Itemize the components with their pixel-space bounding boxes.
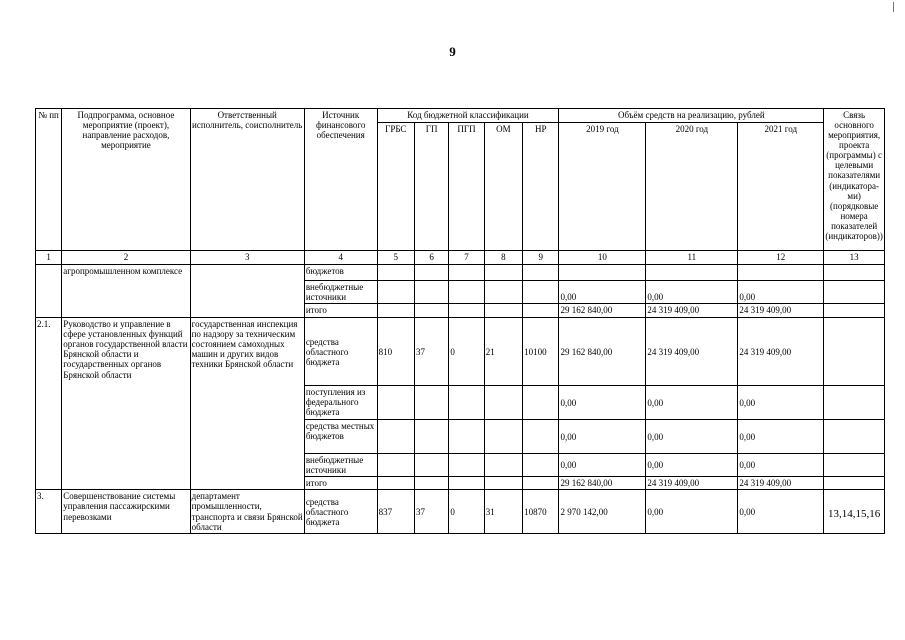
gp-cell: 37 (414, 490, 448, 534)
grbs-cell: 810 (377, 318, 414, 386)
amount-2019: 29 162 840,00 (559, 304, 646, 318)
page-number: 9 (449, 44, 456, 59)
table-row (36, 265, 885, 281)
source-cell: итого (304, 477, 377, 490)
column-number: 5 (377, 251, 414, 265)
amount-2020: 24 319 409,00 (646, 477, 738, 490)
amount-2021: 24 319 409,00 (738, 477, 824, 490)
column-number: 6 (414, 251, 448, 265)
source-cell: средства местных бюджетов (304, 420, 377, 454)
column-number: 7 (449, 251, 484, 265)
header-row-1 (36, 109, 885, 123)
gp-cell: 37 (414, 318, 448, 386)
om-cell: 31 (484, 490, 522, 534)
amount-2020: 0,00 (646, 281, 738, 304)
column-number: 9 (523, 251, 559, 265)
column-number: 13 (824, 251, 885, 265)
header-grbs: ГРБС (377, 123, 414, 251)
amount-2021: 0,00 (738, 420, 824, 454)
row-num-cell: 3. (36, 490, 62, 534)
amount-2019: 0,00 (559, 386, 646, 420)
column-number-row (36, 251, 885, 265)
header-link: Связь основного мероприятия, проекта (программы) с целевыми показателями (индикатора-ми) (порядковые номера показателей (индикаторов)) (824, 109, 885, 251)
program-cell: агропромышленном комплексе (62, 265, 190, 318)
amount-2019: 0,00 (559, 454, 646, 477)
column-number: 2 (62, 251, 190, 265)
header-code-group: Код бюджетной классификации (377, 109, 559, 123)
pgp-cell: 0 (449, 490, 484, 534)
amount-2020: 0,00 (646, 420, 738, 454)
amount-2020: 24 319 409,00 (646, 318, 738, 386)
nr-cell: 10100 (523, 318, 559, 386)
column-number: 11 (646, 251, 738, 265)
header-om: ОМ (484, 123, 522, 251)
header-responsible: Ответственный исполнитель, соисполнитель (190, 109, 304, 251)
header-2020: 2020 год (646, 123, 738, 251)
responsible-cell: департамент промышленности, транспорта и связи Брянской области (190, 490, 304, 534)
amount-2020: 24 319 409,00 (646, 304, 738, 318)
source-cell: поступления из федерального бюджета (304, 386, 377, 420)
header-source: Источник финансового обеспечения (304, 109, 377, 251)
table-row (36, 318, 885, 386)
om-cell: 21 (484, 318, 522, 386)
amount-2019: 0,00 (559, 281, 646, 304)
amount-2019: 2 970 142,00 (559, 490, 646, 534)
table-row (36, 490, 885, 534)
source-cell: средства областного бюджета (304, 490, 377, 534)
header-2019: 2019 год (559, 123, 646, 251)
amount-2021: 0,00 (738, 490, 824, 534)
amount-2020: 0,00 (646, 454, 738, 477)
header-amount-group: Объём средств на реализацию, рублей (559, 109, 824, 123)
amount-2020: 0,00 (646, 386, 738, 420)
budget-table (35, 108, 885, 534)
amount-2021: 0,00 (738, 281, 824, 304)
responsible-cell (190, 265, 304, 318)
column-number: 8 (484, 251, 522, 265)
responsible-cell: государственная инспекция по надзору за техническим состоянием самоходных машин и других видов техники Брянской области (190, 318, 304, 490)
amount-2020: 0,00 (646, 490, 738, 534)
amount-2021: 24 319 409,00 (738, 304, 824, 318)
column-number: 10 (559, 251, 646, 265)
row-num-cell (36, 265, 62, 318)
program-cell: Совершенствование системы управления пассажирскими перевозками (62, 490, 190, 534)
pgp-cell: 0 (449, 318, 484, 386)
scan-edge-mark (893, 2, 894, 12)
program-cell: Руководство и управление в сфере установленных функций органов государственной власти Брянской области и государственных органов Брянской области (62, 318, 190, 490)
source-cell: бюджетов (304, 265, 377, 281)
source-cell: итого (304, 304, 377, 318)
column-number: 3 (190, 251, 304, 265)
source-cell: средства областного бюджета (304, 318, 377, 386)
amount-2019: 0,00 (559, 420, 646, 454)
header-nr: НР (523, 123, 559, 251)
header-pgp: ПГП (449, 123, 484, 251)
column-number: 4 (304, 251, 377, 265)
amount-2019: 29 162 840,00 (559, 477, 646, 490)
column-number: 1 (36, 251, 62, 265)
column-number: 12 (738, 251, 824, 265)
amount-2021: 24 319 409,00 (738, 318, 824, 386)
amount-2019: 29 162 840,00 (559, 318, 646, 386)
amount-2021: 0,00 (738, 386, 824, 420)
row-num-cell: 2.1. (36, 318, 62, 490)
grbs-cell: 837 (377, 490, 414, 534)
source-cell: внебюджетные источники (304, 281, 377, 304)
header-gp: ГП (414, 123, 448, 251)
nr-cell: 10870 (523, 490, 559, 534)
header-program: Подпрограмма, основное мероприятие (проект), направление расходов, мероприятие (62, 109, 190, 251)
indicator-links-cell: 13,14,15,16 (824, 490, 885, 534)
amount-2021: 0,00 (738, 454, 824, 477)
header-2021: 2021 год (738, 123, 824, 251)
header-num: № пп (36, 109, 62, 251)
source-cell: внебюджетные источники (304, 454, 377, 477)
